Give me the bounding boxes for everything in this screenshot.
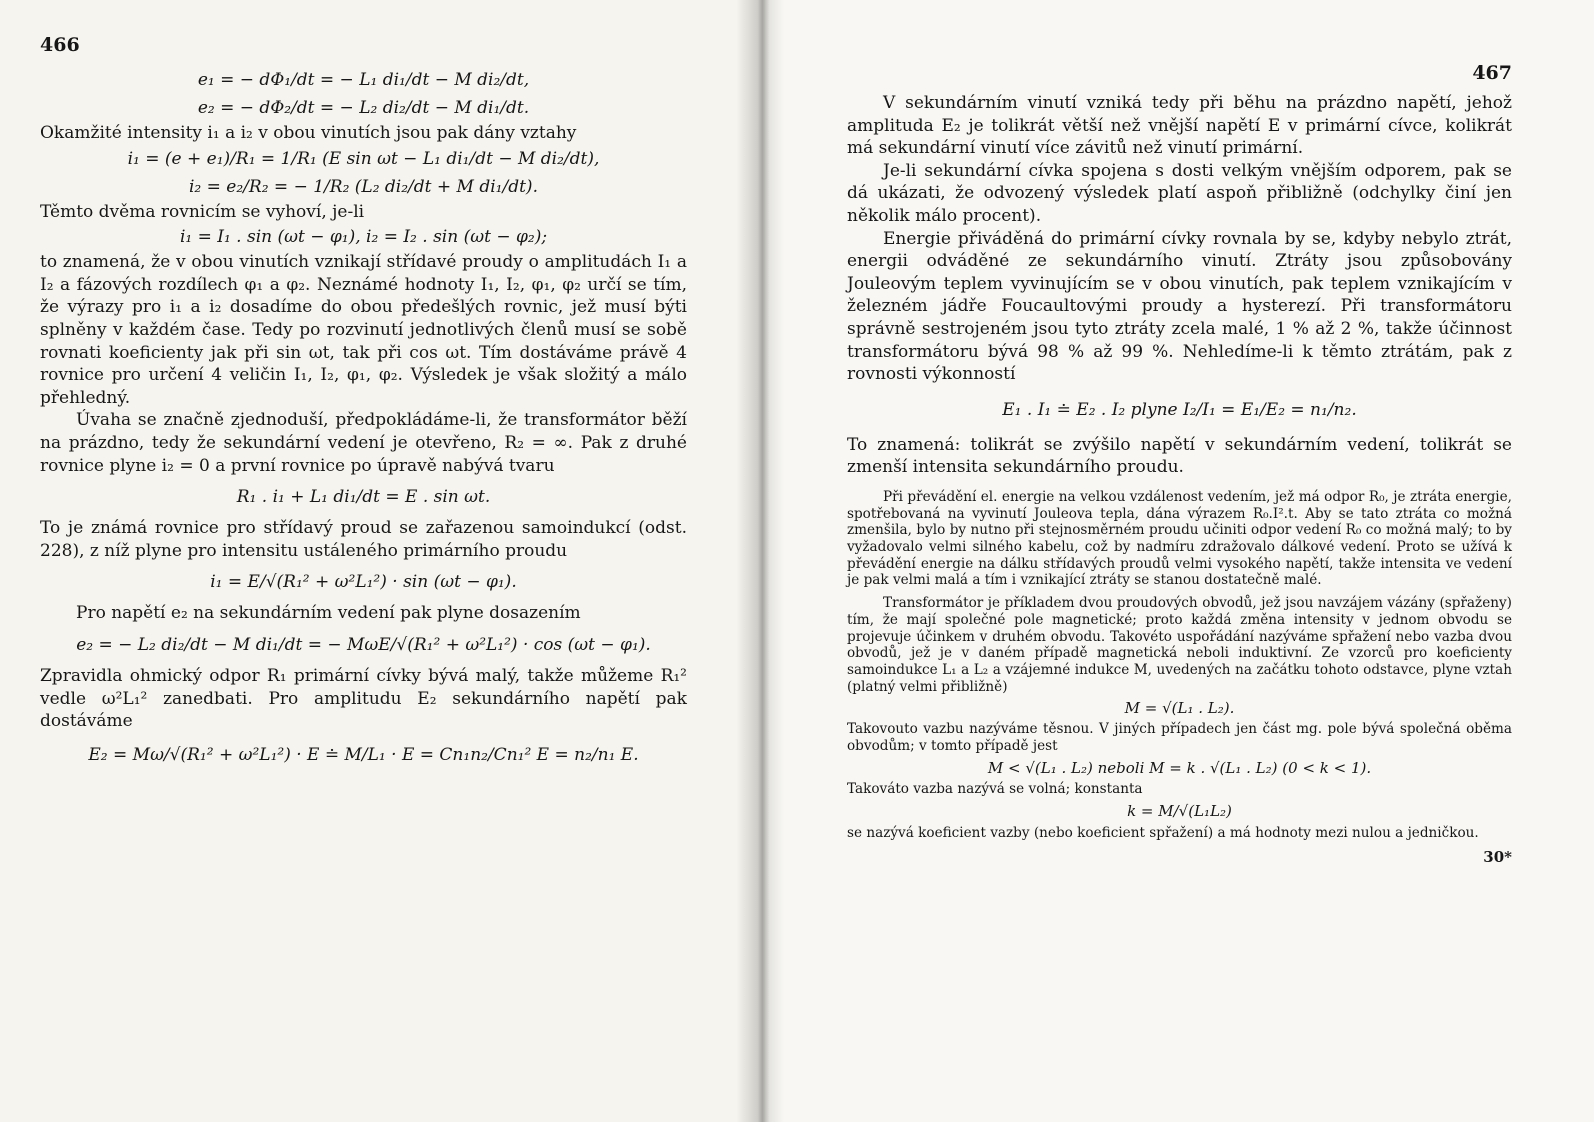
paragraph-known-equation: To je známá rovnice pro střídavý proud se zařazenou samoindukcí (odst. 228), z níž plyne pro intensitu ustáleného primárního proudu [40,518,687,561]
equation-i1: i₁ = (e + e₁)/R₁ = 1/R₁ (E sin ωt − L₁ di₁/dt − M di₂/dt), [127,148,600,169]
paragraph-resistance: Zpravidla ohmický odpor R₁ primární cívky bývá malý, takže můžeme R₁² vedle ω²L₁² zanedbati. Pro amplitudu E₂ sekundárního napětí pak dostáváme [40,665,687,732]
equation-E2: E₂ = Mω/√(R₁² + ω²L₁²) · E ≐ M/L₁ · E = Cn₁n₂/Cn₁² E = n₂/n₁ E. [88,744,639,765]
equation-i2: i₂ = e₂/R₂ = − 1/R₂ (L₂ di₂/dt + M di₁/dt). [189,176,538,197]
equation-solutions: i₁ = I₁ . sin (ωt − φ₁), i₂ = I₂ . sin (ωt − φ₂); [179,227,548,248]
paragraph-idle-run: Úvaha se značně zjednoduší, předpokládáme-li, že transformátor běží na prázdno, tedy že sekundární vedení je otevřeno, R₂ = ∞. Pak z druhé rovnice plyne i₂ = 0 a první rovnice po úpravě nabývá tvaru [40,410,687,476]
equation-i1-steady: i₁ = E/√(R₁² + ω²L₁²) · sin (ωt − φ₁). [210,572,517,593]
paragraph-amplitudes: to znamená, že v obou vinutích vznikají střídavé proudy o amplitudách I₁ a I₂ a fázových rozdílech φ₁ a φ₂. Neznámé hodnoty I₁, I₂, φ₁, φ₂ určí se tím, že výrazy pro i₁ a i₂ dosadíme do obou předešlých rovnic, jež musí býti splněny v každém čase. Tedy po rozvinutí jednotlivých členů musí se sobě rovnati koeficienty jak při sin ωt, tak při cos ωt. Tím dostáváme právě 4 rovnice pro určení 4 veličin I₁, I₂, φ₁, φ₂. Výsledek je však složitý a málo přehledný. [40,252,687,408]
equation-e1: e₁ = − dΦ₁/dt = − L₁ di₁/dt − M di₂/dt, [197,70,530,90]
small-paragraph-loose: Takováto vazba nazývá se volná; konstanta [847,780,1143,797]
small-paragraph-coefficient: se nazývá koeficient vazby (nebo koeficient spřažení) a má hodnoty mezi nulou a jedničkou. [847,825,1479,842]
page-number-left: 466 [40,34,80,56]
equation-e2-full: e₂ = − L₂ di₂/dt − M di₁/dt = − MωE/√(R₁² + ω²L₁²) · cos (ωt − φ₁). [76,634,651,655]
paragraph-satisfy: Těmto dvěma rovnicím se vyhoví, je-li [40,201,365,222]
small-paragraph-coupling: Transformátor je příkladem dvou proudových obvodů, jež jsou navzájem vázány (spřaženy) tím, že mají společné pole magnetické; proto každá změna intensity v jednom obvodu se projevuje účinkem v druhém obvodu. Takovéto uspořádání nazýváme spřažení nebo vazba dvou obvodů, jež je v daném případě magnetická neboli induktivní. Ze vzorců pro koeficienty samoindukce L₁ a L₂ a vzájemné indukce M, uvedených na začátku tohoto odstavce, plyne vztah (platný velmi přibližně) [847,595,1512,695]
paragraph-voltage: Pro napětí e₂ na sekundárním vedení pak plyne dosazením [76,603,581,624]
left-page [0,0,765,1122]
paragraph-secondary: V sekundárním vinutí vzniká tedy při běhu na prázdno napětí, jehož amplituda E₂ je tolikrát větší než vnější napětí E v primární cívce, kolikrát má sekundární vinutí více závitů než vinutí primární. [847,93,1512,159]
small-paragraph-tight: Takovouto vazbu nazýváme těsnou. V jiných případech jen část mg. pole bývá společná oběma obvodům; v tomto případě jest [847,721,1512,755]
paragraph-means: To znamená: tolikrát se zvýšilo napětí v sekundárním vedení, tolikrát se zmenší intensita sekundárního proudu. [847,434,1512,478]
equation-e2: e₂ = − dΦ₂/dt = − L₂ di₂/dt − M di₁/dt. [197,98,530,118]
page-number-right: 467 [1472,62,1512,84]
equation-power: E₁ . I₁ ≐ E₂ . I₂ plyne I₂/I₁ = E₁/E₂ = n₁/n₂. [1002,399,1357,420]
signature-mark: 30* [1483,848,1512,867]
paragraph-intensities: Okamžité intensity i₁ a i₂ v obou vinutích jsou pak dány vztahy [40,123,577,143]
small-print-section [847,489,1512,842]
equation-primary: R₁ . i₁ + L₁ di₁/dt = E . sin ωt. [236,487,491,508]
paragraph-energy: Energie přiváděná do primární cívky rovnala by se, kdyby nebylo ztrát, energii odváděné ze sekundárního vinutí. Ztráty jsou způsobovány Jouleovým teplem vyvinujícím se v obou vinutích, pak teplem vznikajícím v železném jádře Foucaultovými proudy a hysterezí. Při transformátoru správně sestrojeném jsou tyto ztráty zcela malé, 1 % až 2 %, takže účinnost transformátoru bývá 98 % až 99 %. Nehledíme-li k těmto ztrátám, pak z rovnosti výkonností [847,228,1512,385]
equation-tight-coupling: M = √(L₁ . L₂). [1124,699,1235,718]
small-paragraph-transmission: Při převádění el. energie na velkou vzdálenost vedením, jež má odpor R₀, je ztráta energie, spotřebovaná na vyvinutí Jouleova tepla, dána výrazem R₀.I².t. Aby se tato ztráta co možná zmenšila, bylo by nutno při stejnosměrném proudu učiniti odpor vedení R₀ co možná malý; to by vyžadovalo velmi silného kabelu, což by nadmíru zdražovalo dálkové vedení. Proto se užívá k převádění energie na dálku střídavých proudů velmi vysokého napětí, takže intensita ve vedení je pak velmi malá a tím i vznikající ztráty se stanou dostatečně malé. [847,488,1512,589]
equation-coupling-coefficient: k = M/√(L₁L₂) [1127,802,1232,821]
right-page [765,0,1594,1122]
paragraph-load: Je-li sekundární cívka spojena s dosti velkým vnějším odporem, pak se dá ukázati, že odvozený výsledek platí aspoň přibližně (odchylky činí jen několik málo procent). [847,160,1512,226]
equation-loose-coupling: M < √(L₁ . L₂) neboli M = k . √(L₁ . L₂) (0 < k < 1). [987,758,1372,777]
